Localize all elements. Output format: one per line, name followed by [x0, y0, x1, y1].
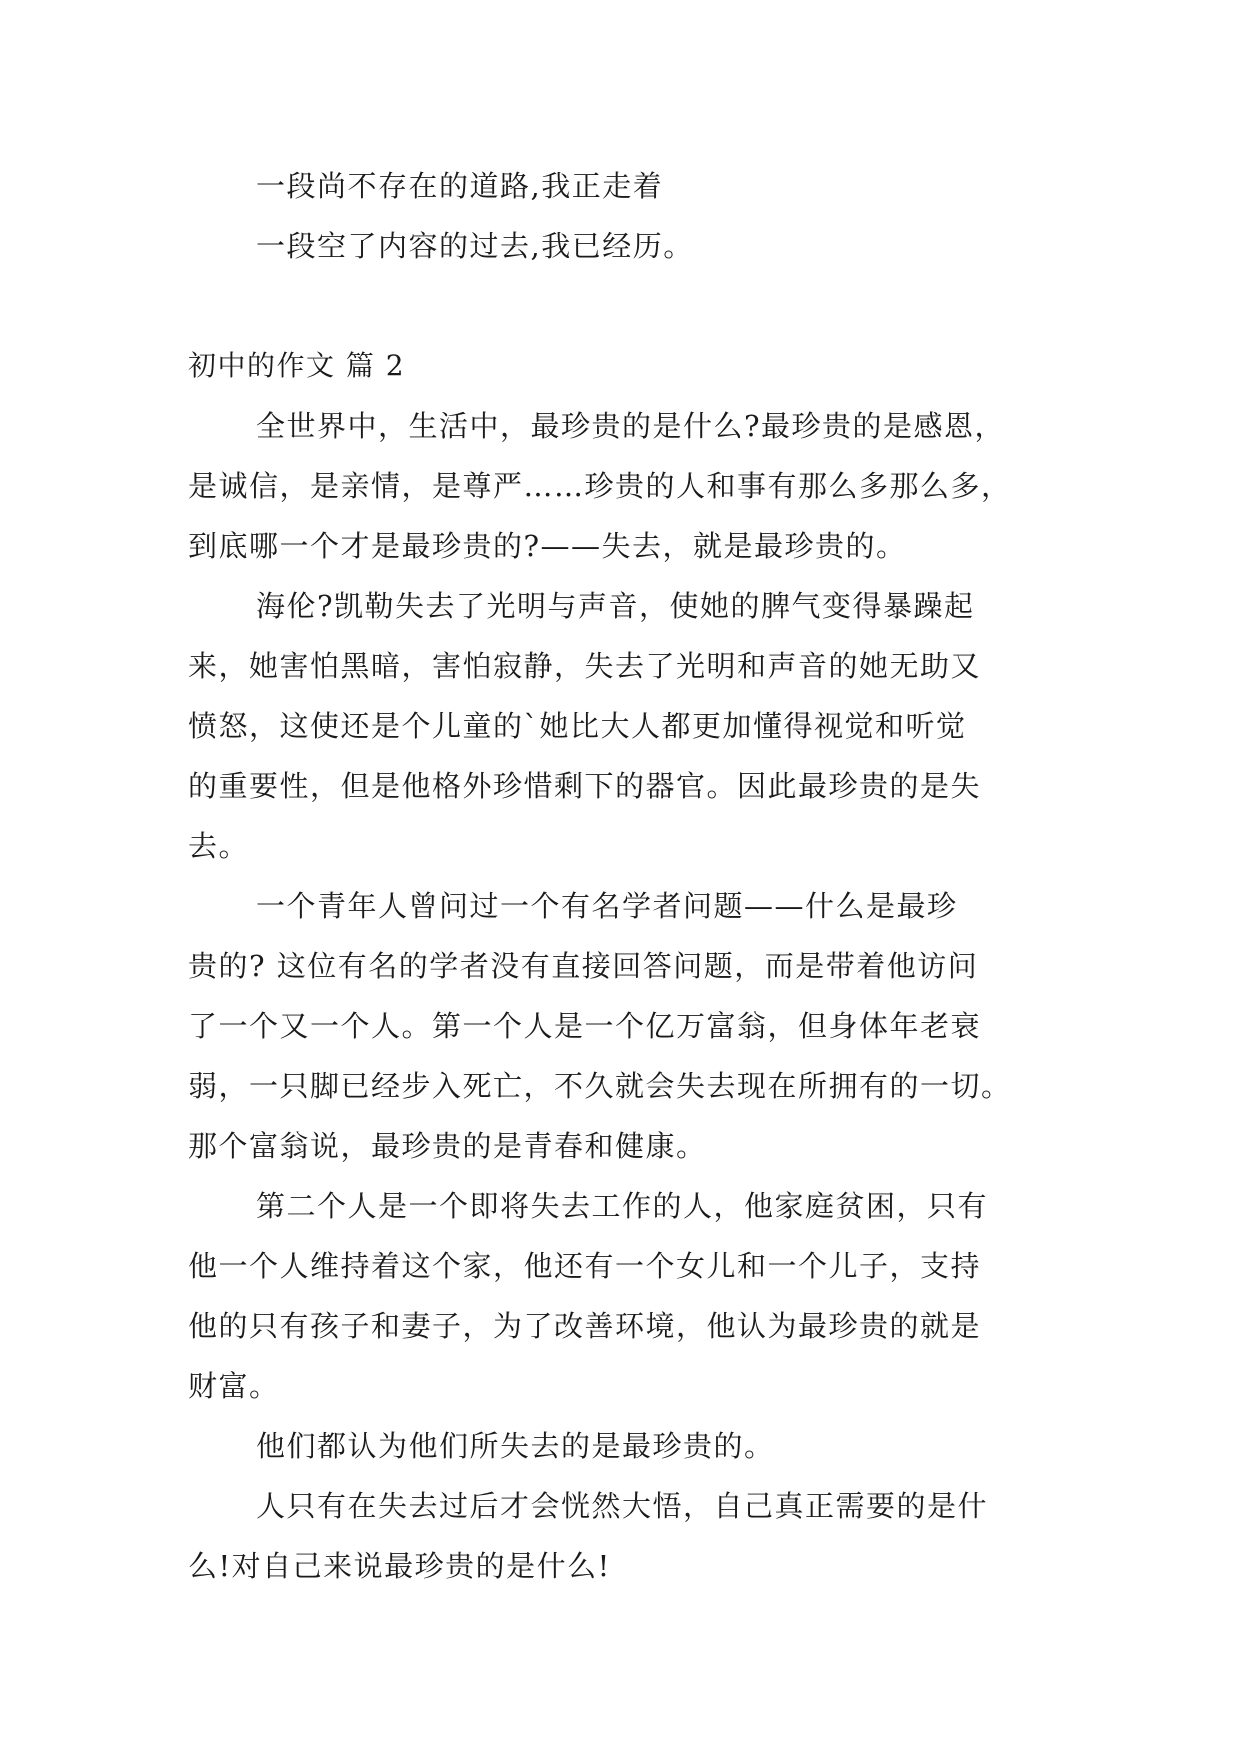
paragraph-line: 那个富翁说，最珍贵的是青春和健康。: [188, 1129, 707, 1163]
paragraph-line: 来，她害怕黑暗，害怕寂静，失去了光明和声音的她无助又: [188, 649, 982, 683]
paragraph-line: 人只有在失去过后才会恍然大悟，自己真正需要的是什: [256, 1489, 989, 1523]
paragraph-line: 第二个人是一个即将失去工作的人，他家庭贫困，只有: [256, 1189, 989, 1223]
paragraph-line: 是诚信，是亲情，是尊严……珍贵的人和事有那么多那么多，: [188, 469, 1012, 503]
paragraph-line: 贵的? 这位有名的学者没有直接回答问题，而是带着他访问: [188, 949, 979, 983]
paragraph-line: 海伦?凯勒失去了光明与声音，使她的脾气变得暴躁起: [256, 589, 975, 623]
verse-line: 一段空了内容的过去,我已经历。: [256, 229, 694, 263]
paragraph-line: 到底哪一个才是最珍贵的?——失去，就是最珍贵的。: [188, 529, 907, 563]
paragraph-line: 他的只有孩子和妻子，为了改善环境，他认为最珍贵的就是: [188, 1309, 982, 1343]
paragraph-line: 全世界中，生活中，最珍贵的是什么?最珍贵的是感恩，: [256, 409, 1006, 443]
paragraph-line: 他一个人维持着这个家，他还有一个女儿和一个儿子，支持: [188, 1249, 982, 1283]
paragraph-line: 一个青年人曾问过一个有名学者问题——什么是最珍: [256, 889, 958, 923]
paragraph-line: 去。: [188, 829, 250, 863]
paragraph-line: 弱，一只脚已经步入死亡，不久就会失去现在所拥有的一切。: [188, 1069, 1012, 1103]
section-title: 初中的作文 篇 2: [188, 349, 406, 382]
paragraph-line: 愤怒，这使还是个儿童的`她比大人都更加懂得视觉和听觉: [188, 709, 967, 743]
paragraph-line: 的重要性，但是他格外珍惜剩下的器官。因此最珍贵的是失: [188, 769, 982, 803]
verse-line: 一段尚不存在的道路,我正走着: [256, 169, 664, 203]
paragraph-line: 了一个又一个人。第一个人是一个亿万富翁，但身体年老衰: [188, 1009, 982, 1043]
paragraph-line: 财富。: [188, 1369, 280, 1403]
paragraph-line: 么!对自己来说最珍贵的是什么!: [188, 1549, 611, 1583]
paragraph-line: 他们都认为他们所失去的是最珍贵的。: [256, 1429, 775, 1463]
